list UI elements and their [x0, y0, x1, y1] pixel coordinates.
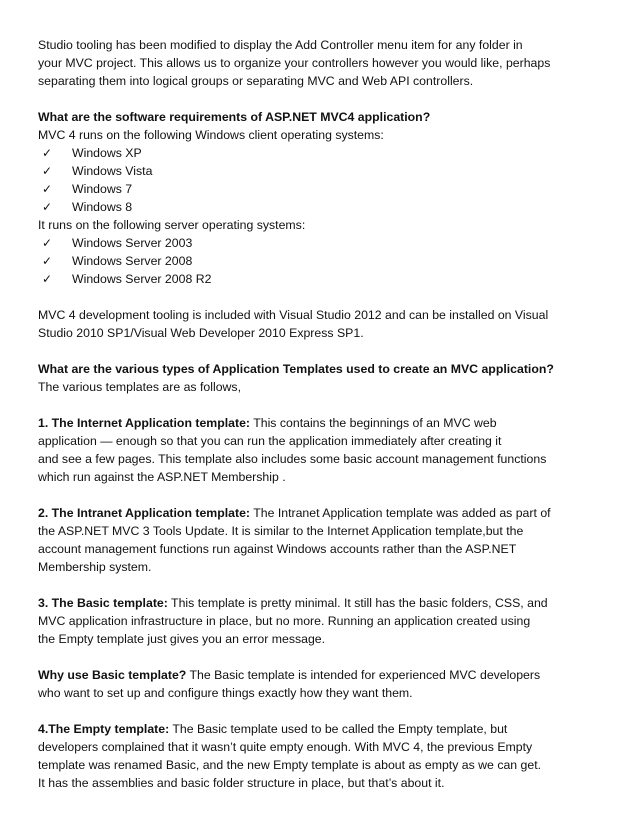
checkmark-icon: ✓	[42, 182, 53, 196]
server-os-item: Windows Server 2003	[72, 236, 193, 250]
list-item	[38, 180, 604, 198]
internet-template-term: 1. The Internet Application template:	[38, 416, 251, 430]
basic-template-line-2: MVC application infrastructure in place, but no more. Running an application created using	[38, 614, 531, 628]
checkmark-icon: ✓	[42, 164, 53, 178]
list-item	[38, 198, 604, 216]
empty-template-line-4: It has the assemblies and basic folder structure in place, but that’s about it.	[38, 776, 445, 790]
internet-template-line-4: which run against the ASP.NET Membership .	[38, 470, 286, 484]
checkmark-icon: ✓	[42, 272, 53, 286]
intranet-template-term: 2. The Intranet Application template:	[38, 506, 251, 520]
intro-line-1: Studio tooling has been modified to display the Add Controller menu item for any folder in	[38, 38, 523, 52]
client-os-intro: MVC 4 runs on the following Windows client operating systems:	[38, 128, 384, 142]
empty-template-line-3: template was renamed Basic, and the new Empty template is about as empty as we can get.	[38, 758, 542, 772]
tooling-paragraph	[38, 306, 604, 342]
intranet-template-line-1: The Intranet Application template was added as part of	[250, 506, 551, 520]
client-os-item: Windows 7	[72, 182, 133, 196]
list-item	[38, 162, 604, 180]
tooling-line-2: Studio 2010 SP1/Visual Web Developer 2010 Express SP1.	[38, 326, 364, 340]
list-item	[38, 144, 604, 162]
intro-line-2: your MVC project. This allows us to organize your controllers however you would like, perhaps	[38, 56, 551, 70]
tooling-line-1: MVC 4 development tooling is included with Visual Studio 2012 and can be installed on Visual	[38, 308, 549, 322]
checkmark-icon: ✓	[42, 254, 53, 268]
checkmark-icon: ✓	[42, 146, 53, 160]
list-item	[38, 270, 604, 288]
internet-template-line-1: This contains the beginnings of an MVC web	[250, 416, 497, 430]
client-os-item: Windows Vista	[72, 164, 153, 178]
requirements-question: What are the software requirements of ASP.NET MVC4 application?	[38, 110, 431, 124]
basic-template-line-1: This template is pretty minimal. It still has the basic folders, CSS, and	[167, 596, 548, 610]
spacer	[38, 648, 604, 666]
spacer	[38, 576, 604, 594]
spacer	[38, 396, 604, 414]
empty-template-line-2: developers complained that it wasn’t quite empty enough. With MVC 4, the previous Empty	[38, 740, 533, 754]
why-basic-line-2: who want to set up and configure things exactly how they want them.	[38, 686, 413, 700]
list-item	[38, 252, 604, 270]
intranet-template-line-4: Membership system.	[38, 560, 152, 574]
basic-template-paragraph	[38, 594, 604, 648]
internet-template-paragraph	[38, 414, 604, 486]
checkmark-icon: ✓	[42, 236, 53, 250]
intranet-template-paragraph	[38, 504, 604, 576]
why-basic-line-1: The Basic template is intended for experienced MVC developers	[186, 668, 541, 682]
spacer	[38, 288, 604, 306]
intro-paragraph	[38, 36, 604, 90]
internet-template-line-2: application — enough so that you can run the application immediately after creating it	[38, 434, 502, 448]
templates-question: What are the various types of Application Templates used to create an MVC application?	[38, 362, 554, 376]
list-item	[38, 234, 604, 252]
empty-template-term: 4.The Empty template:	[38, 722, 170, 736]
internet-template-line-3: and see a few pages. This template also includes some basic account management functions	[38, 452, 547, 466]
intranet-template-line-3: account management functions run against Windows accounts rather than the ASP.NET	[38, 542, 517, 556]
intranet-template-line-2: the ASP.NET MVC 3 Tools Update. It is similar to the Internet Application template,but the	[38, 524, 524, 538]
empty-template-line-1: The Basic template used to be called the Empty template, but	[169, 722, 508, 736]
server-os-item: Windows Server 2008 R2	[72, 272, 212, 286]
empty-template-paragraph	[38, 720, 604, 792]
server-os-item: Windows Server 2008	[72, 254, 193, 268]
intro-line-3: separating them into logical groups or separating MVC and Web API controllers.	[38, 74, 474, 88]
spacer	[38, 342, 604, 360]
spacer	[38, 90, 604, 108]
spacer	[38, 486, 604, 504]
client-os-item: Windows XP	[72, 146, 142, 160]
server-os-intro: It runs on the following server operating systems:	[38, 218, 306, 232]
why-basic-term: Why use Basic template?	[38, 668, 187, 682]
basic-template-term: 3. The Basic template:	[38, 596, 168, 610]
templates-intro: The various templates are as follows,	[38, 380, 241, 394]
client-os-list	[38, 144, 604, 216]
server-os-list	[38, 234, 604, 288]
spacer	[38, 702, 604, 720]
basic-template-line-3: the Empty template just gives you an error message.	[38, 632, 326, 646]
client-os-item: Windows 8	[72, 200, 133, 214]
why-basic-paragraph	[38, 666, 604, 702]
checkmark-icon: ✓	[42, 200, 53, 214]
